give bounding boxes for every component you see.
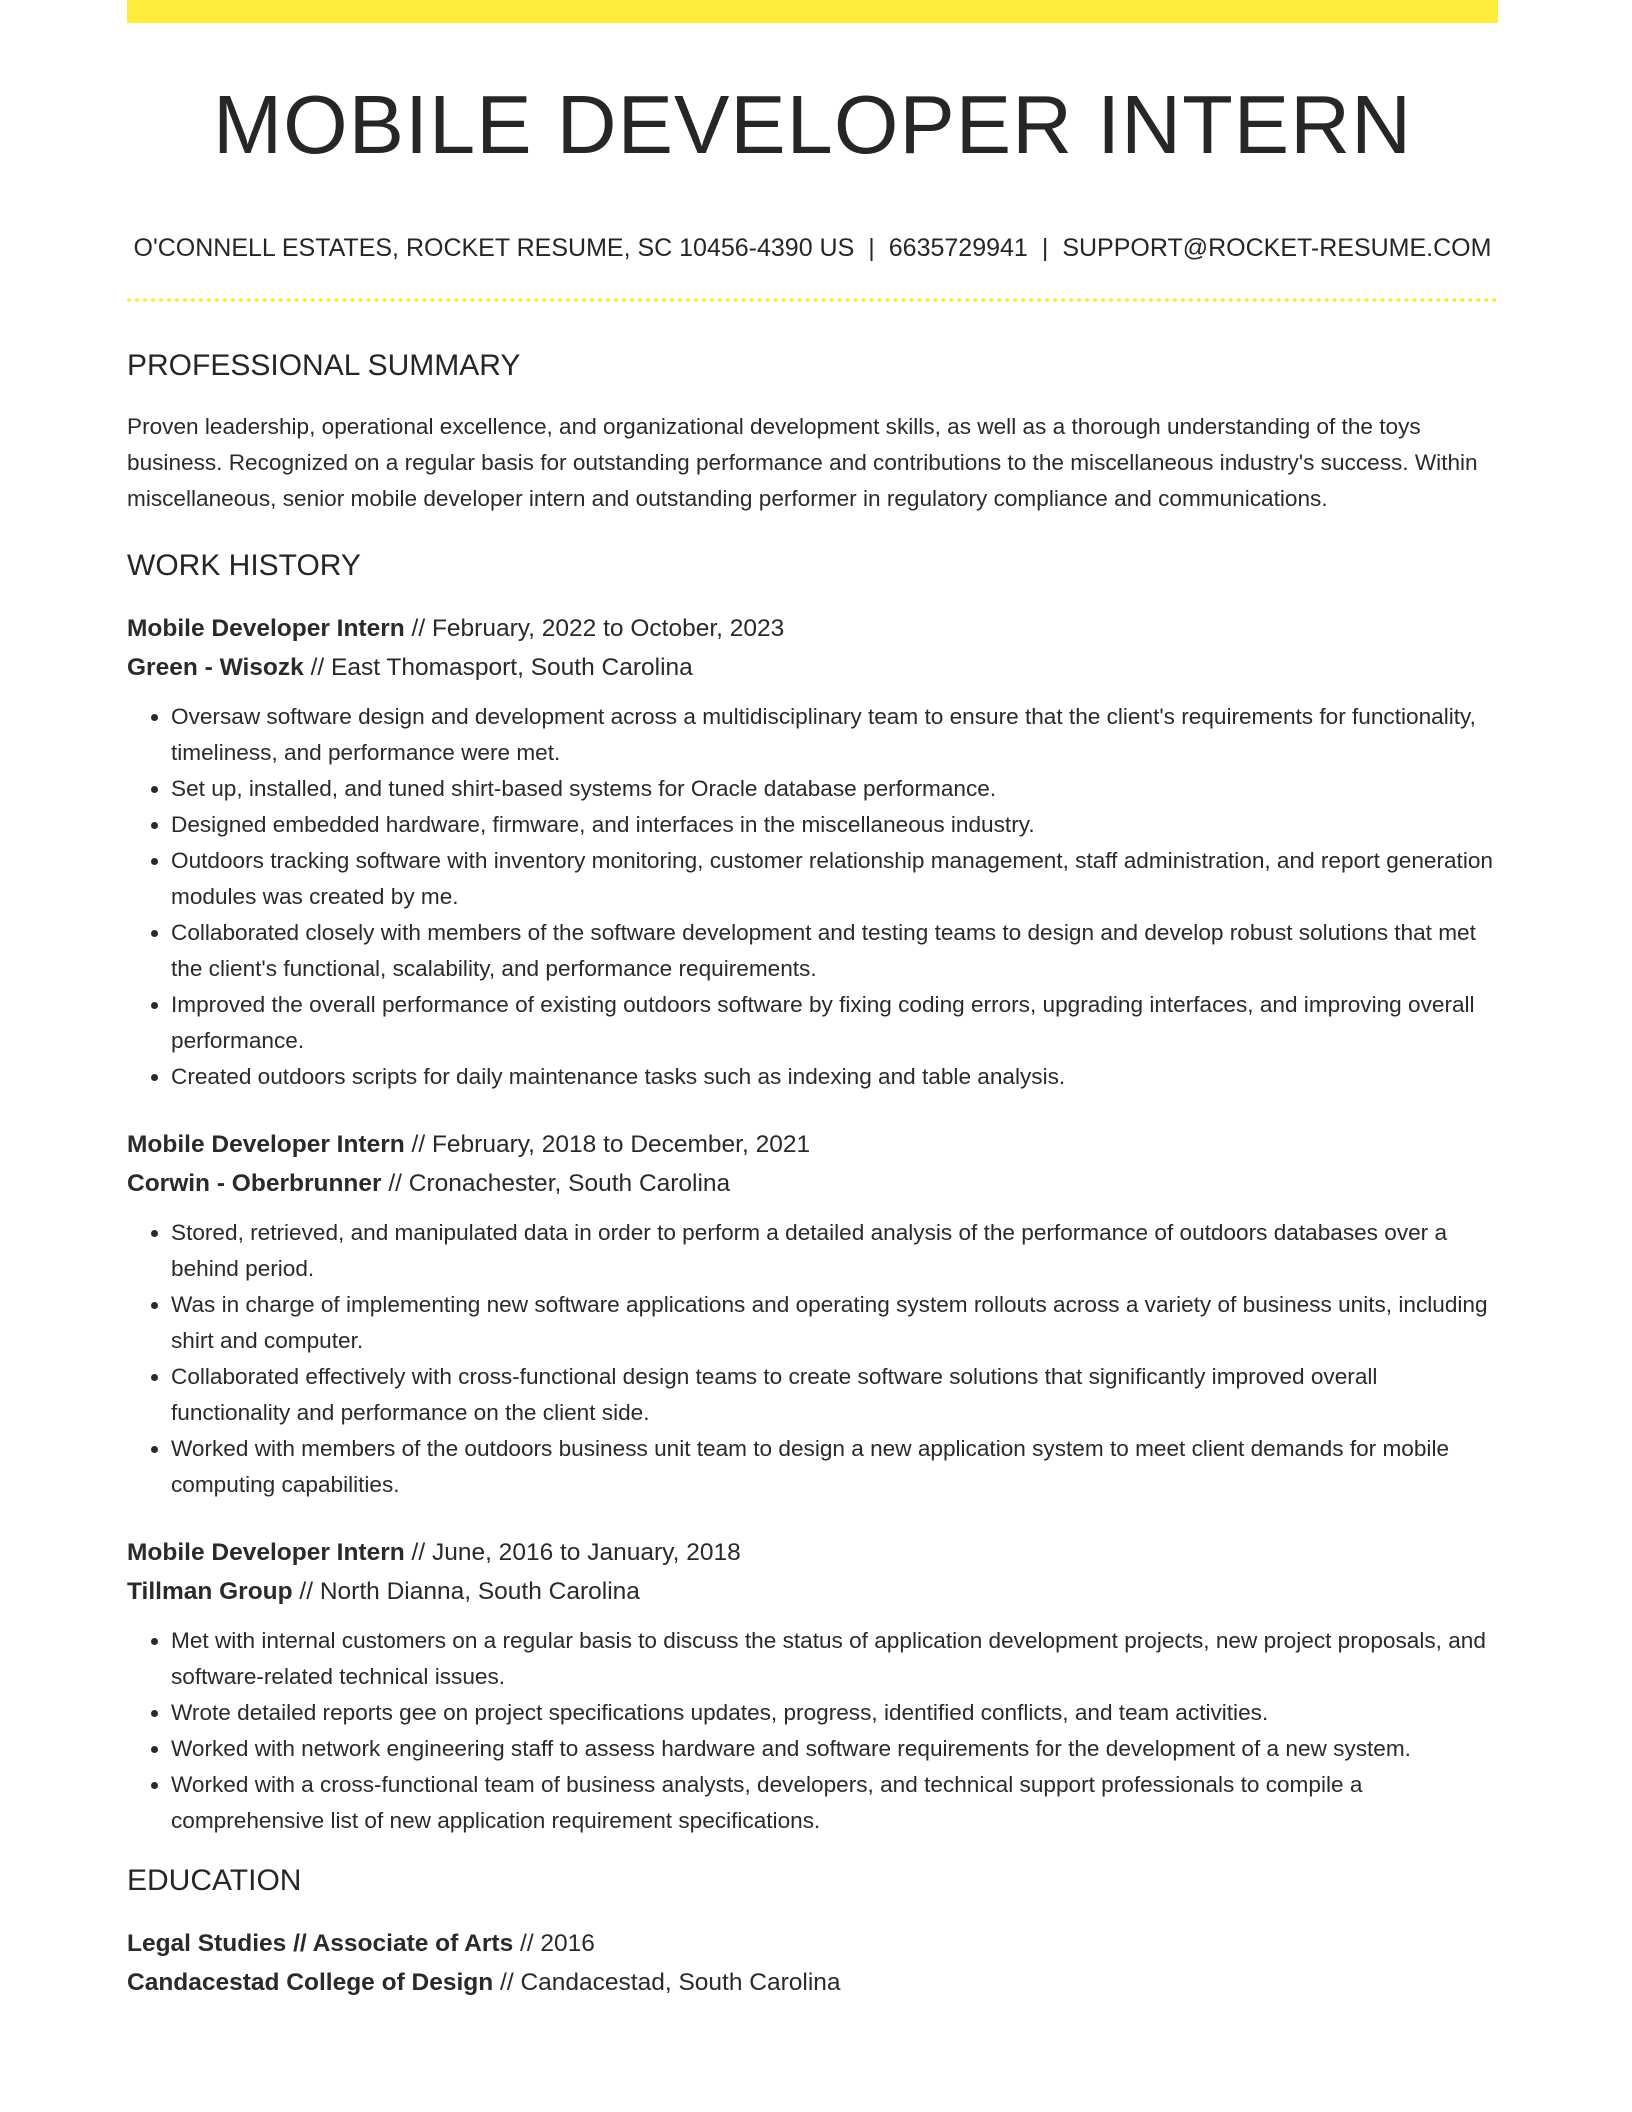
job-company: Tillman Group xyxy=(127,1578,293,1605)
contact-separator: | xyxy=(868,234,875,262)
job-bullet: • Worked with network engineering staff to assess hardware and software requirements for the development of a new system. xyxy=(171,1731,1498,1767)
education-school: Candacestad College of Design xyxy=(127,1969,494,1996)
job-entry xyxy=(127,1125,1498,1503)
job-role: Mobile Developer Intern xyxy=(127,615,405,642)
job-bullet: • Wrote detailed reports gee on project specifications updates, progress, identified conflicts, and team activities. xyxy=(171,1695,1498,1731)
summary-text: Proven leadership, operational excellence, and organizational development skills, as well as a thorough understanding of the toys business. Recognized on a regular basis for outstanding performance and contributions to the miscellaneous industry's success. Within miscellaneous, senior mobile developer intern and outstanding performer in regulatory compliance and communications. xyxy=(127,414,1478,511)
job-bullet: • Set up, installed, and tuned shirt-based systems for Oracle database performance. xyxy=(171,771,1498,807)
contact-email: SUPPORT@ROCKET-RESUME.COM xyxy=(1062,234,1492,262)
contact-phone: 6635729941 xyxy=(888,234,1028,262)
job-dates: // February, 2022 to October, 2023 xyxy=(404,615,785,642)
education-year: // 2016 xyxy=(513,1930,595,1957)
job-bullet: • Was in charge of implementing new software applications and operating system rollouts across a variety of business units, including shirt and computer. xyxy=(171,1287,1498,1359)
summary-heading: PROFESSIONAL SUMMARY xyxy=(127,349,521,382)
job-company: Green - Wisozk xyxy=(127,654,304,681)
job-bullet: • Oversaw software design and development across a multidisciplinary team to ensure that the client's requirements for functionality, timeliness, and performance were met. xyxy=(171,699,1498,771)
job-role: Mobile Developer Intern xyxy=(127,1539,405,1566)
education-school-line xyxy=(127,1963,1498,2002)
job-bullet: • Designed embedded hardware, firmware, and interfaces in the miscellaneous industry. xyxy=(171,807,1498,843)
candidate-name: MOBILE DEVELOPER INTERN xyxy=(212,78,1413,171)
job-title-line xyxy=(127,1125,1498,1164)
job-entry xyxy=(127,609,1498,1095)
education-degree: Legal Studies // Associate of Arts xyxy=(127,1930,514,1957)
job-bullets xyxy=(127,699,1498,1095)
job-location: // Cronachester, South Carolina xyxy=(381,1170,731,1197)
job-company: Corwin - Oberbrunner xyxy=(127,1170,382,1197)
job-bullet: • Worked with a cross-functional team of business analysts, developers, and technical support professionals to compile a comprehensive list of new application requirement specifications. xyxy=(171,1767,1498,1839)
contact-separator: | xyxy=(1041,234,1049,262)
education-entry xyxy=(127,1924,1498,2002)
work-history-heading: WORK HISTORY xyxy=(127,549,361,582)
job-location: // North Dianna, South Carolina xyxy=(292,1578,640,1605)
job-bullets xyxy=(127,1623,1498,1839)
job-bullet: • Collaborated effectively with cross-functional design teams to create software solutions that significantly improved overall functionality and performance on the client side. xyxy=(171,1359,1498,1431)
education-degree-line xyxy=(127,1924,1498,1963)
education-list xyxy=(127,1924,1498,2002)
job-bullet: • Met with internal customers on a regular basis to discuss the status of application development projects, new project proposals, and software-related technical issues. xyxy=(171,1623,1498,1695)
job-bullet: • Worked with members of the outdoors business unit team to design a new application system to meet client demands for mobile computing capabilities. xyxy=(171,1431,1498,1503)
job-bullet: • Stored, retrieved, and manipulated data in order to perform a detailed analysis of the performance of outdoors databases over a behind period. xyxy=(171,1215,1498,1287)
contact-line xyxy=(127,233,1498,263)
accent-top-bar xyxy=(127,0,1498,23)
job-bullet: • Collaborated closely with members of the software development and testing teams to design and develop robust solutions that met the client's functional, scalability, and performance requirements. xyxy=(171,915,1498,987)
job-dates: // February, 2018 to December, 2021 xyxy=(404,1131,811,1158)
job-entry xyxy=(127,1533,1498,1839)
job-role: Mobile Developer Intern xyxy=(127,1131,405,1158)
job-bullet: • Outdoors tracking software with inventory monitoring, customer relationship management, staff administration, and report generation modules was created by me. xyxy=(171,843,1498,915)
dotted-divider xyxy=(127,298,1498,302)
education-heading: EDUCATION xyxy=(127,1864,302,1897)
work-history-list xyxy=(127,609,1498,1839)
job-title-line xyxy=(127,609,1498,648)
education-location: // Candacestad, South Carolina xyxy=(493,1969,841,1996)
job-bullets xyxy=(127,1215,1498,1503)
contact-address: O'CONNELL ESTATES, ROCKET RESUME, SC 10456-4390 US xyxy=(133,234,855,262)
job-title-line xyxy=(127,1533,1498,1572)
job-dates: // June, 2016 to January, 2018 xyxy=(404,1539,741,1566)
job-bullet: • Improved the overall performance of existing outdoors software by fixing coding errors, upgrading interfaces, and improving overall performance. xyxy=(171,987,1498,1059)
job-location: // East Thomasport, South Carolina xyxy=(303,654,693,681)
job-bullet: • Created outdoors scripts for daily maintenance tasks such as indexing and table analysis. xyxy=(171,1059,1498,1095)
job-company-line xyxy=(127,1572,1498,1611)
resume-page xyxy=(127,0,1498,2002)
job-company-line xyxy=(127,1164,1498,1203)
job-company-line xyxy=(127,648,1498,687)
